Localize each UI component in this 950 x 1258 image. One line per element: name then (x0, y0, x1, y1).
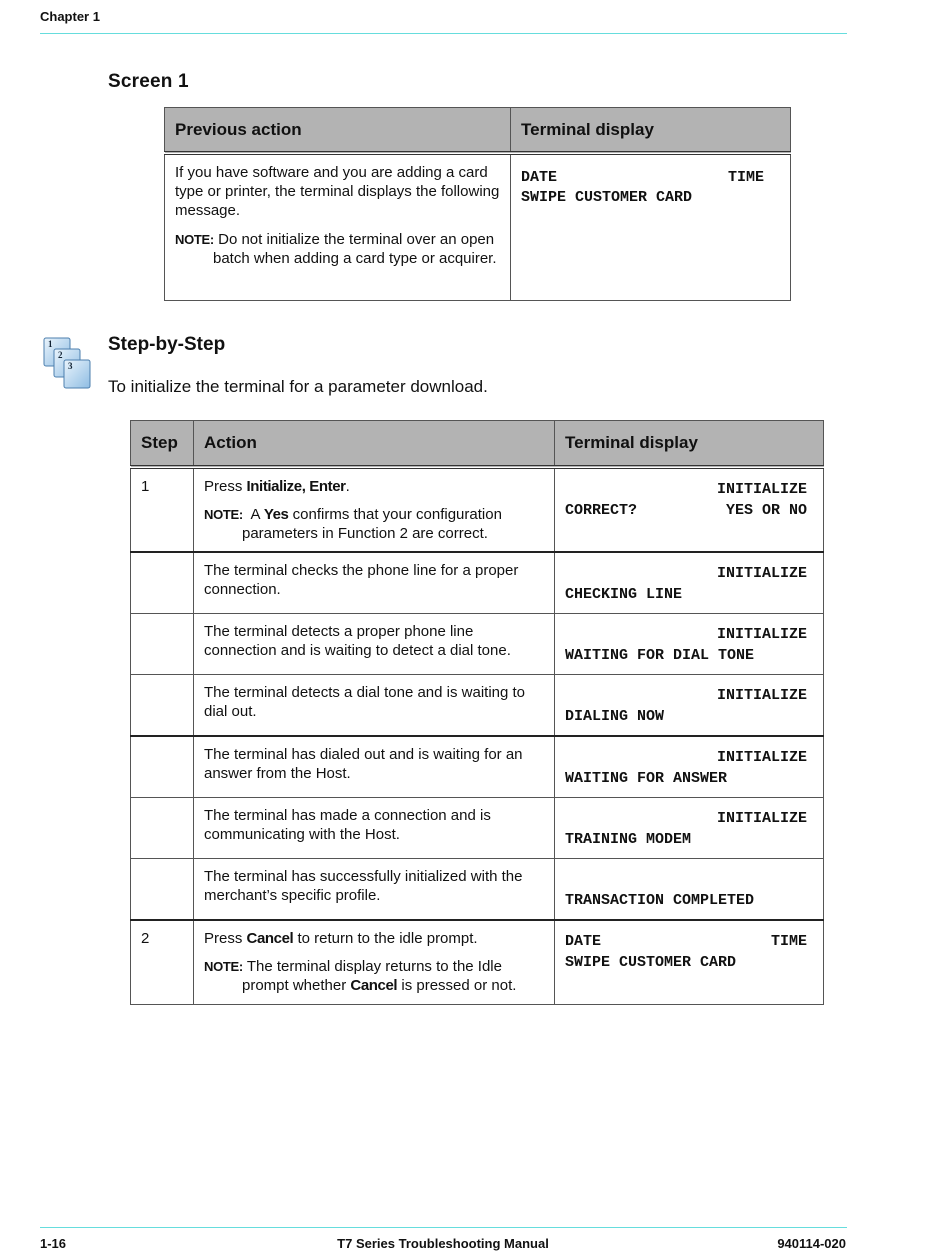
step-by-step-intro: To initialize the terminal for a parameter download. (108, 377, 488, 396)
key-name: Cancel (246, 930, 294, 947)
display-time: TIME (727, 169, 764, 186)
display-line-bottom: TRANSACTION COMPLETED (565, 892, 755, 909)
table-row (131, 920, 824, 1004)
terminal-display-cell (555, 859, 824, 921)
key-name: Cancel (350, 977, 398, 994)
terminal-display-cell (555, 920, 824, 1004)
step-action (194, 467, 555, 552)
manual-title: T7 Series Troubleshooting Manual (337, 1236, 549, 1251)
table-row (131, 675, 824, 737)
terminal-display-cell (555, 614, 824, 675)
screen-title: Screen 1 (108, 71, 189, 92)
display-right: YES OR NO (725, 502, 807, 519)
display-left: CORRECT? (565, 502, 638, 519)
step-number (131, 798, 194, 859)
note-prefix: A (242, 506, 264, 523)
display-line-top: INITIALIZE (716, 481, 807, 498)
display-line-top: INITIALIZE (716, 749, 807, 766)
display-line-top: INITIALIZE (716, 565, 807, 582)
display-line-bottom: CHECKING LINE (565, 586, 683, 603)
note-prefix: The terminal display returns to the Idle prompt whether (242, 958, 502, 994)
step-number: 2 (131, 920, 194, 1004)
step-action: The terminal has dialed out and is waiting for an answer from the Host. (194, 736, 555, 798)
previous-action-cell (165, 153, 511, 301)
stacked-steps-icon (42, 336, 94, 392)
note-label: NOTE: (204, 507, 243, 522)
terminal-display-cell (555, 675, 824, 737)
svg-text:3: 3 (68, 361, 73, 371)
column-header-terminal-display: Terminal display (511, 108, 791, 154)
note-suffix: is pressed or not. (397, 977, 517, 994)
display-date: DATE (521, 169, 558, 186)
press-prefix: Press (204, 930, 247, 947)
note (175, 230, 500, 268)
table-row (131, 467, 824, 552)
step-action: The terminal checks the phone line for a proper connection. (194, 552, 555, 614)
step-number: 1 (131, 467, 194, 552)
column-header-step: Step (131, 421, 194, 468)
table-row (131, 614, 824, 675)
steps-table (130, 420, 824, 1005)
column-header-terminal-display: Terminal display (555, 421, 824, 468)
table-row (131, 798, 824, 859)
step-number (131, 552, 194, 614)
note-suffix: confirms that your configuration parameters in Function 2 are correct. (242, 506, 502, 542)
note (204, 505, 544, 543)
page-number: 1-16 (40, 1236, 67, 1251)
step-action: The terminal has made a connection and is communicating with the Host. (194, 798, 555, 859)
footer-rule (40, 1227, 847, 1228)
terminal-display-cell (511, 153, 791, 301)
key-names: Initialize, Enter (246, 478, 346, 495)
display-date: DATE (565, 933, 602, 950)
svg-text:1: 1 (48, 339, 53, 349)
chapter-header: Chapter 1 (40, 9, 100, 24)
display-line-bottom: TRAINING MODEM (565, 831, 692, 848)
screen1-table (164, 107, 791, 301)
terminal-display-cell (555, 467, 824, 552)
column-header-action: Action (194, 421, 555, 468)
column-header-previous-action: Previous action (165, 108, 511, 154)
note-label: NOTE: (175, 232, 214, 247)
terminal-display-cell (555, 798, 824, 859)
display-time: TIME (770, 933, 807, 950)
table-row (131, 552, 824, 614)
display-line-bottom: WAITING FOR ANSWER (565, 770, 728, 787)
step-by-step-title: Step-by-Step (108, 334, 226, 355)
display-line-top: INITIALIZE (716, 810, 807, 827)
display-line-top (565, 869, 807, 890)
note-text: Do not initialize the terminal over an open batch when adding a card type or acquirer. (213, 231, 497, 267)
step-number (131, 736, 194, 798)
step-number (131, 675, 194, 737)
step-action: The terminal detects a proper phone line connection and is waiting to detect a dial tone. (194, 614, 555, 675)
table-row (131, 859, 824, 921)
header-rule (40, 33, 847, 34)
press-suffix: to return to the idle prompt. (293, 930, 478, 947)
terminal-display-cell (555, 736, 824, 798)
display-line-top: INITIALIZE (716, 687, 807, 704)
display-line-bottom: DIALING NOW (565, 708, 665, 725)
key-name: Yes (263, 506, 289, 523)
table-row (131, 736, 824, 798)
display-line-top: INITIALIZE (716, 626, 807, 643)
press-suffix: . (345, 478, 350, 495)
previous-action-text: If you have software and you are adding a card type or printer, the terminal displays the following message. (175, 164, 500, 219)
svg-text:2: 2 (58, 350, 63, 360)
note (204, 957, 544, 995)
display-line-bottom: WAITING FOR DIAL TONE (565, 647, 755, 664)
step-number (131, 614, 194, 675)
display-message: SWIPE CUSTOMER CARD (521, 189, 693, 206)
document-number: 940114-020 (777, 1236, 846, 1251)
terminal-display-cell (555, 552, 824, 614)
note-label: NOTE: (204, 959, 243, 974)
step-number (131, 859, 194, 921)
step-action: The terminal has successfully initialized with the merchant’s specific profile. (194, 859, 555, 921)
step-action (194, 920, 555, 1004)
press-prefix: Press (204, 478, 247, 495)
step-action: The terminal detects a dial tone and is waiting to dial out. (194, 675, 555, 737)
display-message: SWIPE CUSTOMER CARD (565, 954, 737, 971)
